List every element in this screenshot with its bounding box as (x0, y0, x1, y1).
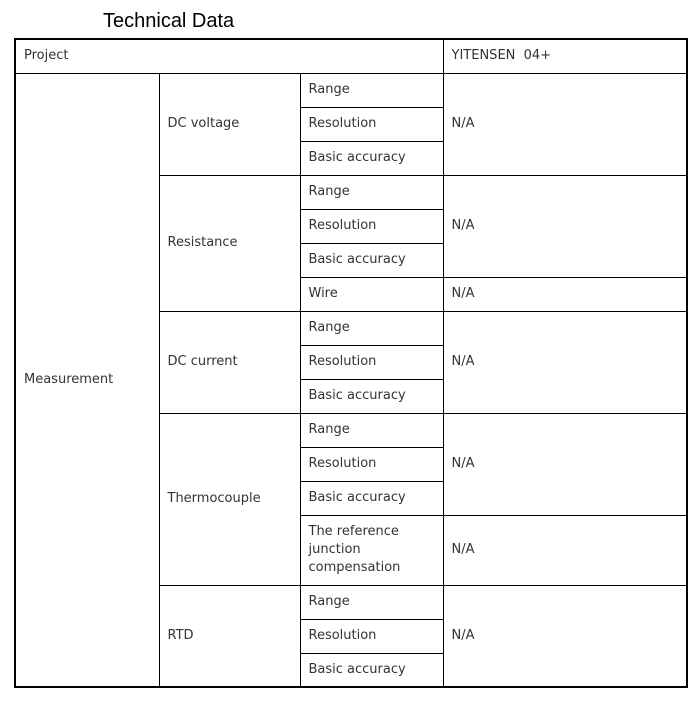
property-cell: The reference junction compensation (300, 515, 443, 585)
property-cell: Resolution (300, 209, 443, 243)
property-cell: Resolution (300, 619, 443, 653)
table-row (15, 73, 687, 107)
value-cell: N/A (443, 277, 687, 311)
project-header-cell: Project (15, 39, 443, 73)
value-cell: N/A (443, 515, 687, 585)
page (0, 10, 700, 688)
property-cell: Resolution (300, 447, 443, 481)
property-cell: Wire (300, 277, 443, 311)
property-cell: Basic accuracy (300, 653, 443, 687)
value-cell: N/A (443, 73, 687, 175)
measurement-rowspan-cell: Measurement (15, 73, 159, 687)
property-cell: Resolution (300, 107, 443, 141)
property-cell: Basic accuracy (300, 379, 443, 413)
category-cell-resistance: Resistance (159, 175, 300, 311)
property-cell: Range (300, 311, 443, 345)
property-cell: Range (300, 585, 443, 619)
table-header-row (15, 39, 687, 73)
value-cell: N/A (443, 413, 687, 515)
property-cell: Basic accuracy (300, 141, 443, 175)
property-cell: Basic accuracy (300, 243, 443, 277)
page-title: Technical Data (103, 10, 235, 32)
property-cell: Range (300, 73, 443, 107)
property-cell: Resolution (300, 345, 443, 379)
value-cell: N/A (443, 175, 687, 277)
product-name-cell: YITENSEN 04+ (443, 39, 687, 73)
property-cell: Range (300, 413, 443, 447)
property-cell: Basic accuracy (300, 481, 443, 515)
value-cell: N/A (443, 585, 687, 687)
category-cell-dc-current: DC current (159, 311, 300, 413)
category-cell-dc-voltage: DC voltage (159, 73, 300, 175)
value-cell: N/A (443, 311, 687, 413)
property-cell: Range (300, 175, 443, 209)
technical-data-table (14, 38, 688, 688)
category-cell-rtd: RTD (159, 585, 300, 687)
category-cell-thermocouple: Thermocouple (159, 413, 300, 585)
